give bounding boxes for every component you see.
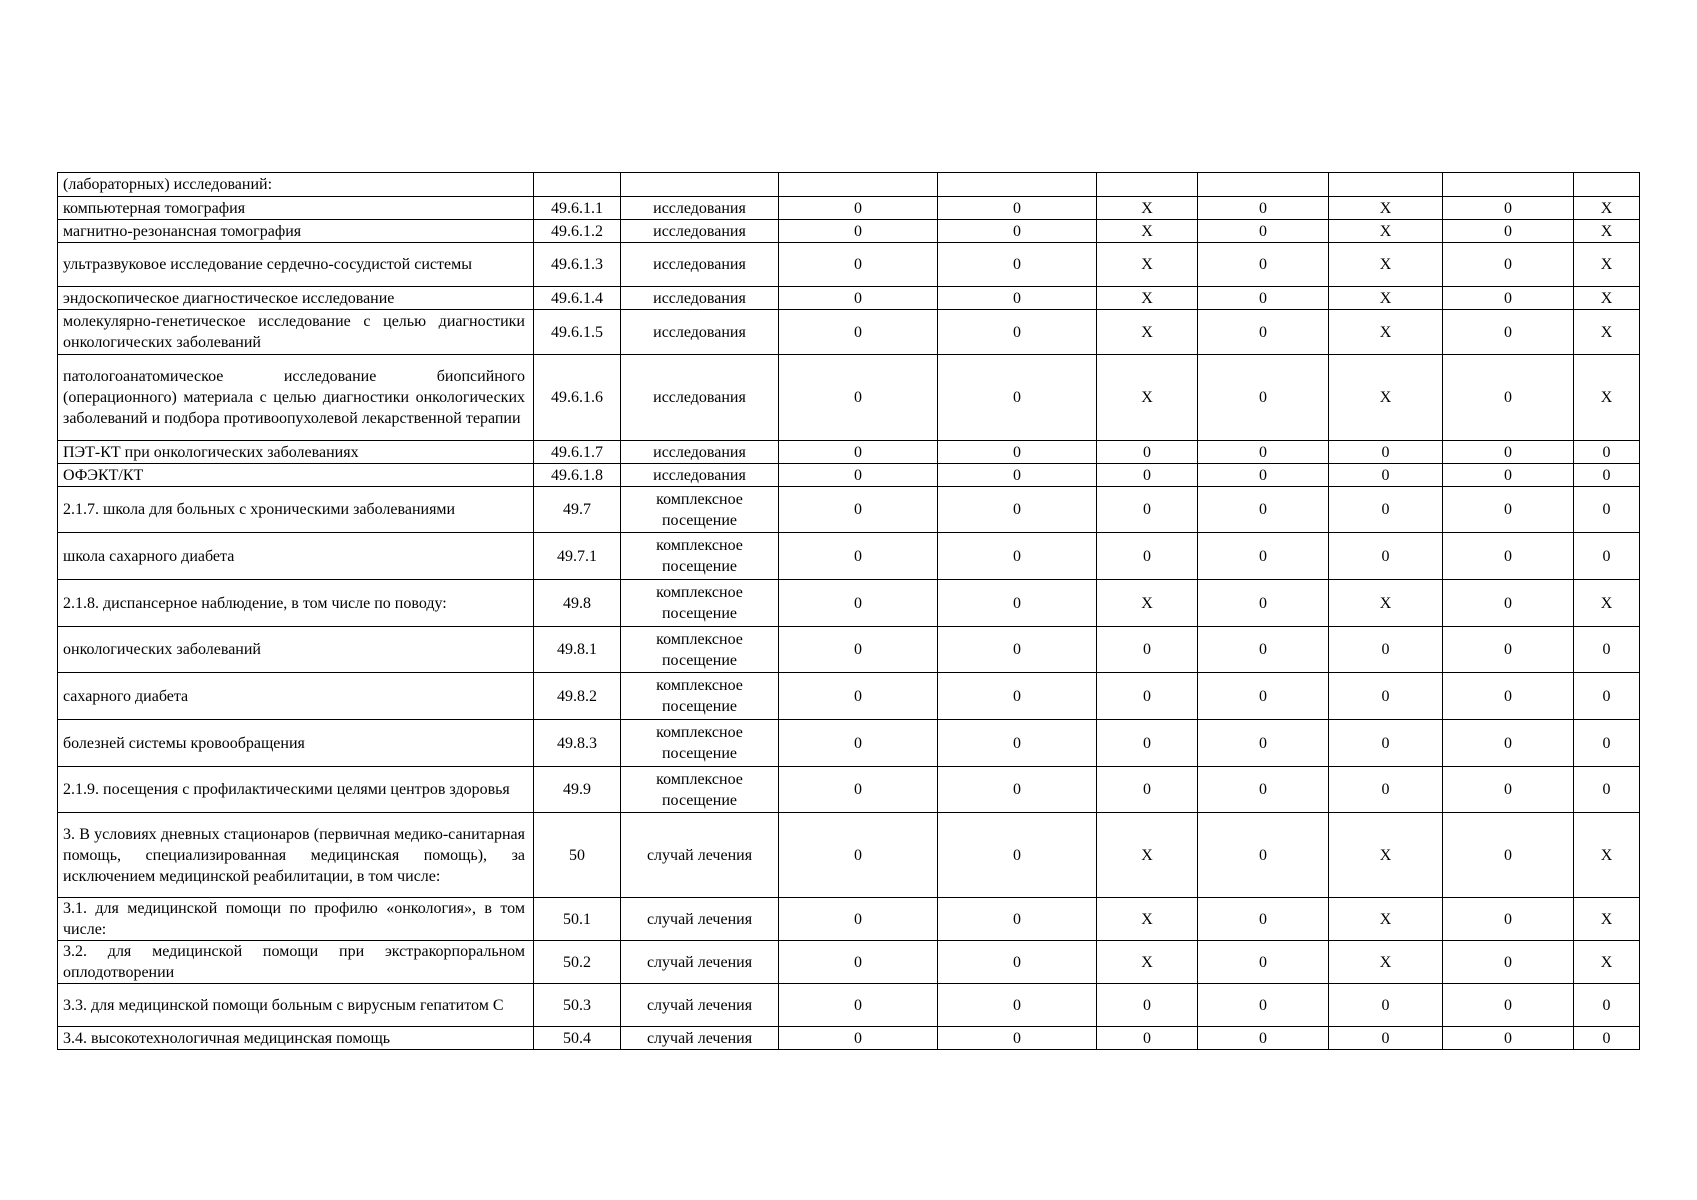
value-cell: X [1097, 580, 1198, 627]
table-row [58, 441, 1640, 464]
value-cell: 0 [938, 533, 1097, 580]
value-cell: 0 [1574, 441, 1640, 464]
value-cell: 0 [1329, 720, 1443, 767]
value-cell: X [1574, 220, 1640, 243]
row-name-cell: 3.4. высокотехнологичная медицинская помощь [58, 1027, 534, 1050]
row-code-cell: 50.1 [534, 898, 621, 941]
table-row [58, 173, 1640, 197]
table-row [58, 487, 1640, 533]
row-code-cell: 49.6.1.8 [534, 464, 621, 487]
value-cell [1443, 173, 1574, 197]
value-cell: 0 [1329, 441, 1443, 464]
table-row [58, 310, 1640, 355]
row-unit-cell: исследования [621, 310, 779, 355]
value-cell [1329, 173, 1443, 197]
value-cell: 0 [1443, 355, 1574, 441]
value-cell: 0 [938, 767, 1097, 813]
row-code-cell: 49.6.1.4 [534, 287, 621, 310]
value-cell: X [1329, 580, 1443, 627]
value-cell: 0 [1329, 487, 1443, 533]
value-cell: 0 [1574, 1027, 1640, 1050]
table-body [58, 173, 1640, 1050]
row-unit-cell: исследования [621, 464, 779, 487]
value-cell: X [1574, 310, 1640, 355]
row-unit-cell: случай лечения [621, 898, 779, 941]
row-name-cell: 2.1.9. посещения с профилактическими целями центров здоровья [58, 767, 534, 813]
value-cell: 0 [938, 1027, 1097, 1050]
value-cell [1097, 173, 1198, 197]
row-code-cell: 50.2 [534, 941, 621, 984]
row-name-cell: школа сахарного диабета [58, 533, 534, 580]
value-cell: 0 [1198, 898, 1329, 941]
value-cell: 0 [1097, 1027, 1198, 1050]
value-cell: 0 [1443, 898, 1574, 941]
row-code-cell: 50.3 [534, 984, 621, 1027]
value-cell: 0 [779, 1027, 938, 1050]
value-cell: 0 [1443, 813, 1574, 898]
value-cell: 0 [938, 487, 1097, 533]
value-cell [1198, 173, 1329, 197]
row-name-cell: 3.1. для медицинской помощи по профилю «онкология», в том числе: [58, 898, 534, 941]
row-code-cell: 49.7 [534, 487, 621, 533]
value-cell: X [1574, 197, 1640, 220]
value-cell: X [1329, 197, 1443, 220]
row-unit-cell: случай лечения [621, 984, 779, 1027]
value-cell: 0 [1198, 1027, 1329, 1050]
value-cell: X [1097, 220, 1198, 243]
value-cell: 0 [1329, 673, 1443, 720]
row-name-cell: магнитно-резонансная томография [58, 220, 534, 243]
table-row [58, 720, 1640, 767]
value-cell: X [1097, 898, 1198, 941]
row-unit-cell: исследования [621, 197, 779, 220]
table-row [58, 673, 1640, 720]
value-cell [779, 173, 938, 197]
value-cell: 0 [1198, 487, 1329, 533]
table-row [58, 580, 1640, 627]
value-cell: 0 [779, 355, 938, 441]
value-cell: X [1329, 355, 1443, 441]
value-cell: 0 [938, 673, 1097, 720]
row-code-cell: 49.9 [534, 767, 621, 813]
row-code-cell: 49.8.1 [534, 627, 621, 673]
value-cell: 0 [779, 673, 938, 720]
value-cell: 0 [779, 243, 938, 287]
value-cell: X [1574, 355, 1640, 441]
value-cell: 0 [1097, 464, 1198, 487]
row-unit-cell: комплексное посещение [621, 580, 779, 627]
value-cell: 0 [1329, 984, 1443, 1027]
value-cell: 0 [1097, 984, 1198, 1027]
value-cell: 0 [1443, 720, 1574, 767]
row-unit-cell: исследования [621, 243, 779, 287]
value-cell: 0 [1574, 984, 1640, 1027]
value-cell: 0 [779, 580, 938, 627]
value-cell: 0 [1198, 310, 1329, 355]
value-cell: 0 [1443, 441, 1574, 464]
row-name-cell: эндоскопическое диагностическое исследование [58, 287, 534, 310]
value-cell: 0 [779, 720, 938, 767]
value-cell: 0 [938, 627, 1097, 673]
value-cell: X [1097, 310, 1198, 355]
row-code-cell: 49.6.1.5 [534, 310, 621, 355]
value-cell: 0 [1443, 580, 1574, 627]
value-cell: 0 [1198, 941, 1329, 984]
value-cell: 0 [1198, 464, 1329, 487]
value-cell: 0 [1097, 441, 1198, 464]
value-cell: 0 [1097, 720, 1198, 767]
row-code-cell: 49.6.1.3 [534, 243, 621, 287]
value-cell: X [1574, 941, 1640, 984]
value-cell: 0 [938, 984, 1097, 1027]
row-code-cell: 50 [534, 813, 621, 898]
row-unit-cell: комплексное посещение [621, 673, 779, 720]
value-cell: 0 [1574, 464, 1640, 487]
row-unit-cell: комплексное посещение [621, 533, 779, 580]
value-cell: 0 [1198, 441, 1329, 464]
value-cell: X [1097, 243, 1198, 287]
row-code-cell: 49.6.1.6 [534, 355, 621, 441]
value-cell: 0 [1097, 487, 1198, 533]
value-cell: X [1329, 898, 1443, 941]
row-unit-cell: исследования [621, 441, 779, 464]
row-code-cell: 49.6.1.1 [534, 197, 621, 220]
value-cell: 0 [1198, 627, 1329, 673]
row-code-cell [534, 173, 621, 197]
value-cell: 0 [938, 197, 1097, 220]
value-cell: X [1097, 813, 1198, 898]
row-name-cell: ОФЭКТ/КТ [58, 464, 534, 487]
value-cell: 0 [1198, 220, 1329, 243]
value-cell: 0 [1574, 533, 1640, 580]
value-cell: 0 [1329, 533, 1443, 580]
value-cell: 0 [1198, 673, 1329, 720]
value-cell: 0 [1329, 627, 1443, 673]
value-cell: 0 [779, 310, 938, 355]
table-row [58, 767, 1640, 813]
row-name-cell: компьютерная томография [58, 197, 534, 220]
value-cell: 0 [1443, 673, 1574, 720]
row-name-cell: ПЭТ-КТ при онкологических заболеваниях [58, 441, 534, 464]
table-row [58, 243, 1640, 287]
value-cell: 0 [1198, 767, 1329, 813]
value-cell: 0 [1574, 720, 1640, 767]
value-cell: 0 [1443, 941, 1574, 984]
value-cell: 0 [938, 898, 1097, 941]
value-cell: X [1574, 243, 1640, 287]
value-cell: 0 [1443, 984, 1574, 1027]
row-unit-cell: случай лечения [621, 941, 779, 984]
value-cell: 0 [1443, 287, 1574, 310]
value-cell: X [1329, 941, 1443, 984]
value-cell: 0 [1443, 487, 1574, 533]
row-unit-cell: комплексное посещение [621, 627, 779, 673]
table-row [58, 1027, 1640, 1050]
row-code-cell: 49.6.1.2 [534, 220, 621, 243]
value-cell: 0 [1443, 1027, 1574, 1050]
table-row [58, 533, 1640, 580]
row-code-cell: 49.8.2 [534, 673, 621, 720]
row-name-cell: болезней системы кровообращения [58, 720, 534, 767]
table-row [58, 464, 1640, 487]
value-cell: X [1574, 580, 1640, 627]
value-cell: X [1329, 287, 1443, 310]
table-row [58, 287, 1640, 310]
value-cell: 0 [779, 767, 938, 813]
row-unit-cell: случай лечения [621, 1027, 779, 1050]
table-row [58, 197, 1640, 220]
value-cell: 0 [938, 580, 1097, 627]
row-code-cell: 50.4 [534, 1027, 621, 1050]
value-cell: X [1574, 287, 1640, 310]
row-unit-cell: исследования [621, 355, 779, 441]
row-name-cell: молекулярно-генетическое исследование с целью диагностики онкологических заболеваний [58, 310, 534, 355]
value-cell: 0 [938, 243, 1097, 287]
value-cell: X [1329, 310, 1443, 355]
row-code-cell: 49.8.3 [534, 720, 621, 767]
value-cell: X [1097, 355, 1198, 441]
data-table [57, 172, 1640, 1050]
row-name-cell: патологоанатомическое исследование биопсийного (операционного) материала с целью диагностики онкологических заболеваний и подбора противоопухолевой лекарственной терапии [58, 355, 534, 441]
value-cell [938, 173, 1097, 197]
value-cell: 0 [1329, 464, 1443, 487]
row-unit-cell: комплексное посещение [621, 487, 779, 533]
value-cell: X [1329, 220, 1443, 243]
value-cell: 0 [779, 941, 938, 984]
value-cell: X [1097, 287, 1198, 310]
value-cell: 0 [779, 533, 938, 580]
value-cell [1574, 173, 1640, 197]
row-unit-cell: исследования [621, 220, 779, 243]
row-name-cell: 3.3. для медицинской помощи больным с вирусным гепатитом С [58, 984, 534, 1027]
value-cell: X [1574, 813, 1640, 898]
value-cell: 0 [1443, 243, 1574, 287]
row-unit-cell: комплексное посещение [621, 720, 779, 767]
value-cell: 0 [1574, 767, 1640, 813]
value-cell: 0 [938, 220, 1097, 243]
value-cell: 0 [938, 941, 1097, 984]
row-name-cell: (лабораторных) исследований: [58, 173, 534, 197]
value-cell: 0 [1198, 287, 1329, 310]
value-cell: 0 [1198, 355, 1329, 441]
value-cell: 0 [1443, 533, 1574, 580]
value-cell: 0 [1198, 243, 1329, 287]
value-cell: 0 [1198, 720, 1329, 767]
value-cell: 0 [779, 197, 938, 220]
value-cell: 0 [779, 813, 938, 898]
table-row [58, 627, 1640, 673]
row-unit-cell: случай лечения [621, 813, 779, 898]
value-cell: 0 [1329, 767, 1443, 813]
row-code-cell: 49.6.1.7 [534, 441, 621, 464]
value-cell: 0 [938, 310, 1097, 355]
value-cell: 0 [1198, 533, 1329, 580]
value-cell: 0 [779, 984, 938, 1027]
value-cell: 0 [1443, 220, 1574, 243]
value-cell: 0 [779, 464, 938, 487]
row-name-cell: ультразвуковое исследование сердечно-сосудистой системы [58, 243, 534, 287]
value-cell: 0 [779, 287, 938, 310]
value-cell: 0 [1443, 310, 1574, 355]
table-row [58, 898, 1640, 941]
value-cell: 0 [1198, 984, 1329, 1027]
value-cell: 0 [779, 441, 938, 464]
value-cell: 0 [1198, 197, 1329, 220]
value-cell: 0 [1097, 767, 1198, 813]
row-name-cell: 2.1.7. школа для больных с хроническими заболеваниями [58, 487, 534, 533]
row-name-cell: 3.2. для медицинской помощи при экстракорпоральном оплодотворении [58, 941, 534, 984]
table-row [58, 355, 1640, 441]
row-code-cell: 49.8 [534, 580, 621, 627]
table-row [58, 941, 1640, 984]
value-cell: 0 [779, 487, 938, 533]
value-cell: 0 [938, 813, 1097, 898]
value-cell: 0 [1198, 813, 1329, 898]
value-cell: 0 [1097, 627, 1198, 673]
value-cell: 0 [779, 627, 938, 673]
value-cell: 0 [938, 441, 1097, 464]
value-cell: 0 [1443, 197, 1574, 220]
value-cell: 0 [1097, 673, 1198, 720]
value-cell: 0 [1574, 627, 1640, 673]
value-cell: 0 [938, 720, 1097, 767]
row-code-cell: 49.7.1 [534, 533, 621, 580]
value-cell: 0 [938, 355, 1097, 441]
value-cell: 0 [938, 287, 1097, 310]
table-row [58, 813, 1640, 898]
table-row [58, 220, 1640, 243]
row-name-cell: 2.1.8. диспансерное наблюдение, в том числе по поводу: [58, 580, 534, 627]
row-unit-cell: комплексное посещение [621, 767, 779, 813]
row-name-cell: сахарного диабета [58, 673, 534, 720]
table-row [58, 984, 1640, 1027]
value-cell: 0 [1097, 533, 1198, 580]
row-name-cell: 3. В условиях дневных стационаров (первичная медико-санитарная помощь, специализированная медицинская помощь), за исключением медицинской реабилитации, в том числе: [58, 813, 534, 898]
value-cell: 0 [1574, 487, 1640, 533]
value-cell: 0 [779, 220, 938, 243]
row-unit-cell [621, 173, 779, 197]
value-cell: 0 [938, 464, 1097, 487]
value-cell: 0 [1329, 1027, 1443, 1050]
value-cell: 0 [1443, 464, 1574, 487]
value-cell: X [1329, 813, 1443, 898]
value-cell: 0 [1198, 580, 1329, 627]
value-cell: X [1097, 941, 1198, 984]
value-cell: 0 [779, 898, 938, 941]
row-name-cell: онкологических заболеваний [58, 627, 534, 673]
value-cell: 0 [1443, 627, 1574, 673]
value-cell: X [1097, 197, 1198, 220]
value-cell: X [1574, 898, 1640, 941]
row-unit-cell: исследования [621, 287, 779, 310]
value-cell: X [1329, 243, 1443, 287]
value-cell: 0 [1443, 767, 1574, 813]
value-cell: 0 [1574, 673, 1640, 720]
